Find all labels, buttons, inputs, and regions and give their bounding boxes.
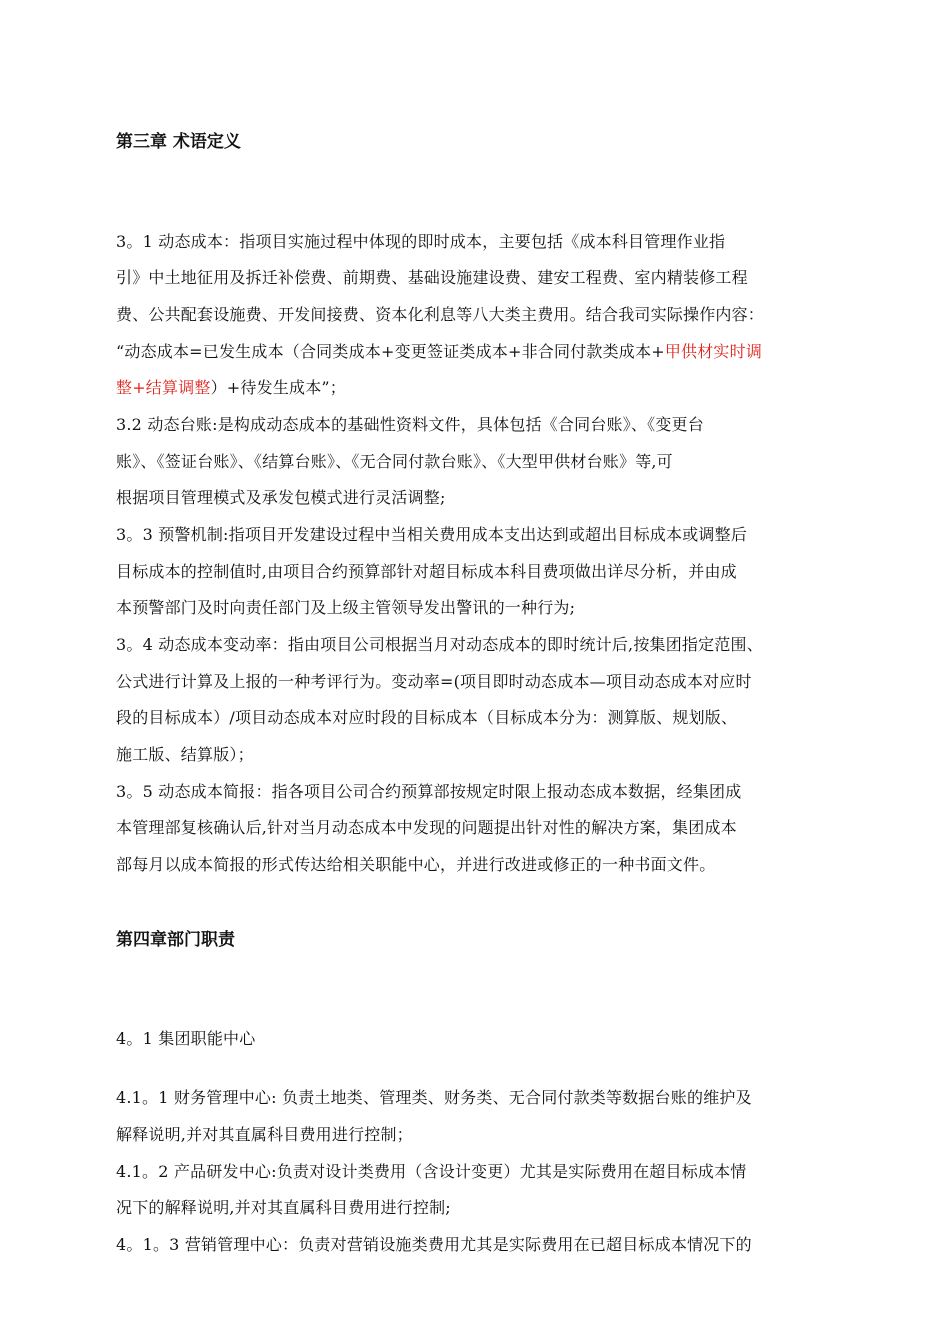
- section-3-1-line-4: [116, 341, 762, 363]
- section-3-1-line-3: 费、公共配套设施费、开发间接费、资本化利息等八大类主费用。结合我司实际操作内容：: [116, 305, 765, 324]
- section-3-3-line-1: 3。3 预警机制:指项目开发建设过程中当相关费用成本支出达到或超出目标成本或调整后: [116, 525, 748, 544]
- section-3-4-line-3: 段的目标成本）/项目动态成本对应时段的目标成本（目标成本分为：测算版、规划版、: [116, 708, 738, 727]
- section-4-1-3-line-1: 4。1。3 营销管理中心：负责对营销设施类费用尤其是实际费用在已超目标成本情况下的: [116, 1235, 752, 1254]
- section-3-1-line-5: [116, 377, 346, 399]
- section-4-1-title: 4。1 集团职能中心: [116, 1029, 256, 1048]
- formula-highlight: 整+结算调整: [116, 378, 211, 397]
- chapter-3-title: 第三章 术语定义: [116, 132, 241, 152]
- section-3-1-line-1: 3。1 动态成本：指项目实施过程中体现的即时成本，主要包括《成本科目管理作业指: [116, 232, 726, 251]
- section-4-1-2-line-1: 4.1。2 产品研发中心:负责对设计类费用（含设计变更）尤其是实际费用在超目标成本情: [116, 1162, 747, 1181]
- section-3-5-line-3: 部每月以成本简报的形式传达给相关职能中心，并进行改进或修正的一种书面文件。: [116, 855, 716, 874]
- section-3-2-line-2: 账》、《签证台账》、《结算台账》、《无合同付款台账》、《大型甲供材台账》等,可: [116, 452, 673, 471]
- section-3-4-line-4: 施工版、结算版）；: [116, 745, 254, 764]
- chapter-4-title: 第四章部门职责: [116, 930, 235, 950]
- section-3-2-line-3: 根据项目管理模式及承发包模式进行灵活调整;: [116, 488, 446, 507]
- section-4-1-1-line-1: 4.1。1 财务管理中心: 负责土地类、管理类、财务类、无合同付款类等数据台账的维护及: [116, 1088, 752, 1107]
- section-3-1-line-2: 引》中土地征用及拆迁补偿费、前期费、基础设施建设费、建安工程费、室内精装修工程: [116, 268, 748, 287]
- section-3-4-line-1: 3。4 动态成本变动率：指由项目公司根据当月对动态成本的即时统计后,按集团指定范围、: [116, 635, 763, 654]
- section-3-5-line-2: 本管理部复核确认后,针对当月动态成本中发现的问题提出针对性的解决方案，集团成本: [116, 818, 737, 837]
- formula-text: “动态成本=已发生成本（合同类成本+变更签证类成本+非合同付款类成本+: [116, 342, 665, 361]
- section-3-4-line-2: 公式进行计算及上报的一种考评行为。变动率=(项目即时动态成本—项目动态成本对应时: [116, 672, 752, 691]
- section-4-1-1-line-2: 解释说明,并对其直属科目费用进行控制；: [116, 1125, 413, 1144]
- section-3-5-line-1: 3。5 动态成本简报：指各项目公司合约预算部按规定时限上报动态成本数据，经集团成: [116, 782, 742, 801]
- section-3-3-line-2: 目标成本的控制值时,由项目合约预算部针对超目标成本科目费项做出详尽分析，并由成: [116, 562, 737, 581]
- section-3-2-line-1: 3.2 动态台账:是构成动态成本的基础性资料文件，具体包括《合同台账》、《变更台: [116, 415, 704, 434]
- section-4-1-2-line-2: 况下的解释说明,并对其直属科目费用进行控制;: [116, 1198, 451, 1217]
- formula-text: ）+待发生成本”；: [210, 378, 346, 397]
- section-3-3-line-3: 本预警部门及时向责任部门及上级主管领导发出警讯的一种行为;: [116, 598, 576, 617]
- formula-highlight: 甲供材实时调: [664, 342, 763, 361]
